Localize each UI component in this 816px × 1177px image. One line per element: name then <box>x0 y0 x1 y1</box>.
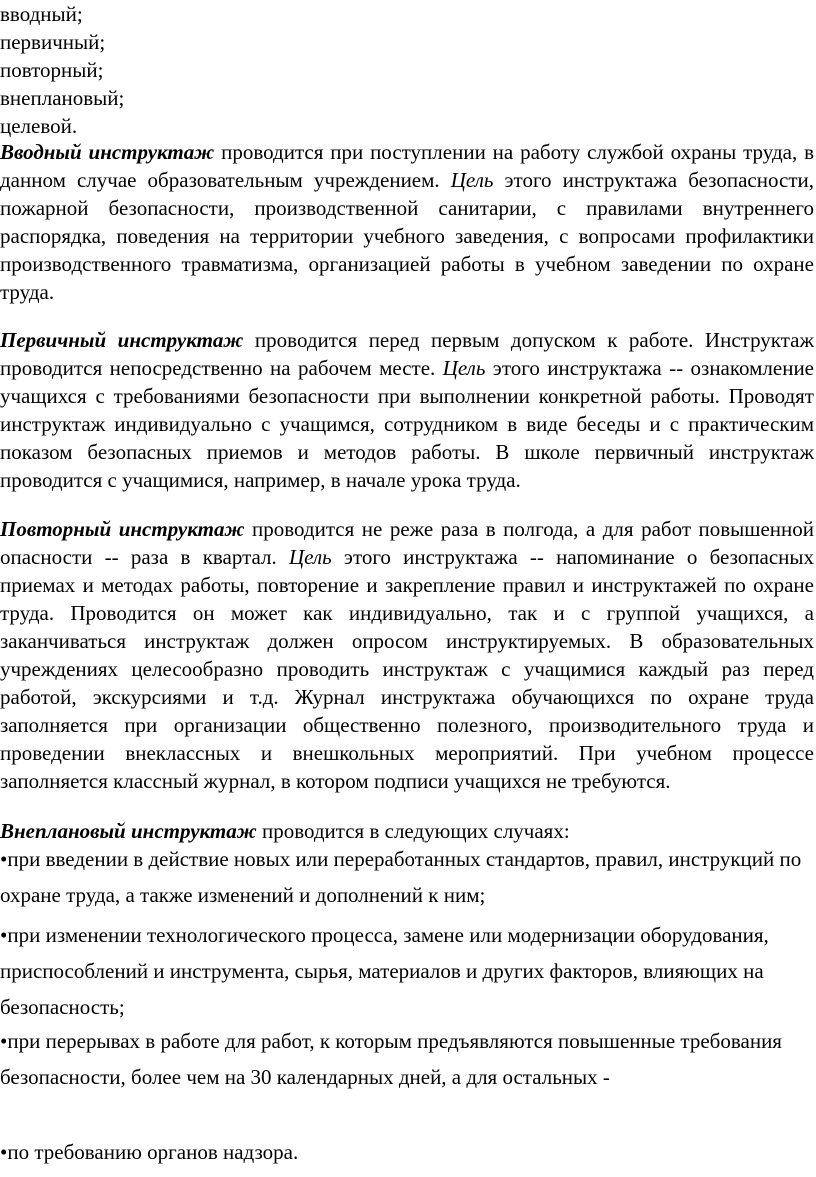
intro-term: Вводный инструктаж <box>0 140 215 164</box>
unscheduled-term: Внеплановый инструктаж <box>0 819 257 843</box>
intro-text-1: проводится при поступлении на работу службой охраны труда, в данном случае образовательным учреждением. <box>0 140 814 192</box>
intro-text-2: этого инструктажа безопасности, пожарной безопасности, производственной санитарии, с правилами внутреннего распорядка, поведения на территории учебного заведения, с вопросами профилактики производственного травматизма, организацией работы в учебном заведении по охране труда. <box>0 168 814 304</box>
list-item: внеплановый; <box>0 86 125 110</box>
list-item: повторный; <box>0 58 104 82</box>
intro-paragraph <box>0 138 814 306</box>
repeat-goal-word: Цель <box>289 545 332 569</box>
primary-paragraph <box>0 326 814 494</box>
bullet-item: •при перерывах в работе для работ, к которым предъявляются повышенные требования безопасности, более чем на 30 календарных дней, а для остальных - <box>0 1029 782 1089</box>
primary-text-1: проводится перед первым допуском к работе. Инструктаж проводится непосредственно на рабочем месте. <box>0 328 814 380</box>
list-item: целевой. <box>0 114 78 138</box>
instruction-types-list <box>0 0 816 140</box>
list-item: первичный; <box>0 30 106 54</box>
repeat-text-1: проводится не реже раза в полгода, а для работ повышенной опасности -- раза в квартал. <box>0 517 814 569</box>
repeat-text-2: этого инструктажа -- напоминание о безопасных приемах и методах работы, повторение и закрепление правил и инструктажей по охране труда. Проводится он может как индивидуально, так и с группой учащихся, а заканчиваться инструктаж должен опросом инструктируемых. В образовательных учреждениях целесообразно проводить инструктаж с учащимися каждый раз перед работой, экскурсиями и т.д. Журнал инструктажа обучающихся по охране труда заполняется при организации общественно полезного, производительного труда и проведении внеклассных и внешкольных мероприятий. При учебном процессе заполняется классный журнал, в котором подписи учащихся не требуются. <box>0 545 814 793</box>
bullet-item: •при введении в действие новых или переработанных стандартов, правил, инструкций по охране труда, а также изменений и дополнений к ним; <box>0 847 802 907</box>
repeat-paragraph <box>0 515 814 795</box>
bullet-item: •при изменении технологического процесса, замене или модернизации оборудования, приспособлений и инструмента, сырья, материалов и других факторов, влияющих на безопасность; <box>0 923 769 1019</box>
repeat-term: Повторный инструктаж <box>0 517 245 541</box>
intro-goal-word: Цель <box>450 168 494 192</box>
primary-term: Первичный инструктаж <box>0 328 244 352</box>
primary-text-2: этого инструктажа -- ознакомление учащихся с требованиями безопасности при выполнении конкретной работы. Проводят инструктаж индивидуально с учащимся, сотрудником в виде беседы и с практическим показом безопасных приемов и методов работы. В школе первичный инструктаж проводится с учащимися, например, в начале урока труда. <box>0 356 815 492</box>
primary-goal-word: Цель <box>442 356 486 380</box>
list-item: вводный; <box>0 2 83 26</box>
unscheduled-text-1: проводится в следующих случаях: <box>256 819 570 843</box>
bullet-item: •по требованию органов надзора. <box>0 1140 299 1164</box>
